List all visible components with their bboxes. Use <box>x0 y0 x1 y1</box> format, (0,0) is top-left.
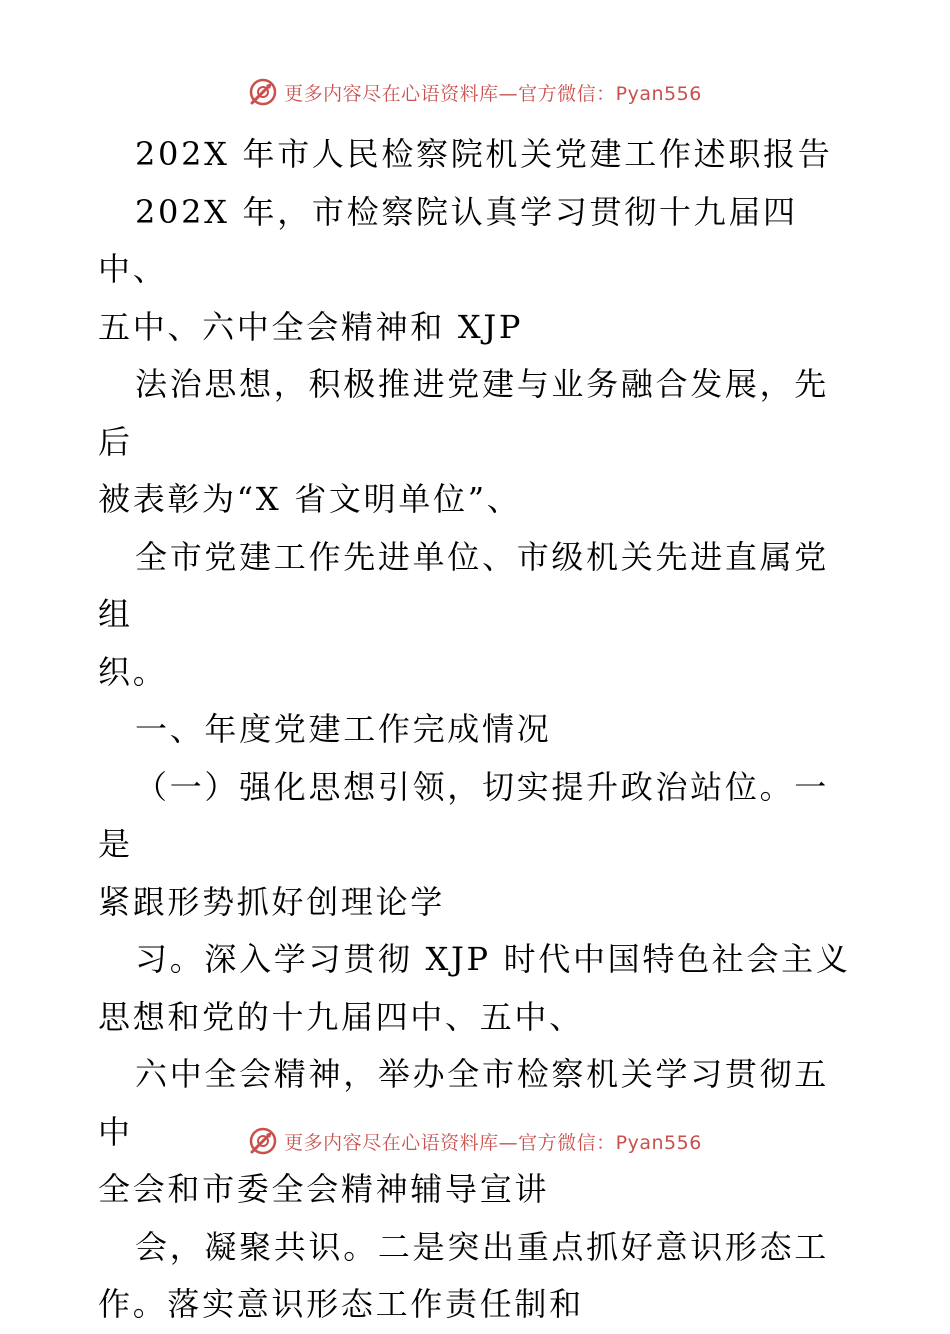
pen-logo-icon <box>248 1126 278 1156</box>
paragraph-line: 全会和市委全会精神辅导宣讲 <box>98 1170 550 1208</box>
paragraph-line: 紧跟形势抓好创理论学 <box>98 882 446 921</box>
paragraph-line: 会，凝聚共识。二是突出重点抓好意识形态工 <box>135 1227 830 1266</box>
paragraph-line: 织。 <box>98 652 168 691</box>
paragraph-line: 法治思想，积极推进党建与业务融合发展，先后 <box>98 365 830 461</box>
document-title: 202X 年市人民检察院机关党建工作述职报告 <box>135 135 833 173</box>
paragraph-line: 作。落实意识形态工作责任制和 <box>98 1285 584 1323</box>
paragraph-line: 思想和党的十九届四中、五中、 <box>98 997 584 1036</box>
pen-logo-icon <box>248 77 278 107</box>
paragraph-line: 全市党建工作先进单位、市级机关先进直属党组 <box>98 537 830 633</box>
paragraph-line: 习。深入学习贯彻 XJP 时代中国特色社会主义 <box>135 940 851 978</box>
paragraph-line: 202X 年，市检察院认真学习贯彻十九届四中、 <box>98 192 798 288</box>
section-heading: 一、年度党建工作完成情况 <box>135 710 552 748</box>
paragraph-line: 被表彰为“X 省文明单位”、 <box>98 480 522 518</box>
footer-watermark <box>0 1121 950 1161</box>
paragraph-line: （一）强化思想引领，切实提升政治站位。一是 <box>98 767 830 863</box>
paragraph-line: 六中全会精神，举办全市检察机关学习贯彻五中 <box>98 1055 830 1151</box>
paragraph-line: 五中、六中全会精神和 XJP <box>98 307 524 346</box>
watermark-text: 更多内容尽在心语资料库—官方微信：Pyan556 <box>284 1131 702 1154</box>
watermark-text: 更多内容尽在心语资料库—官方微信：Pyan556 <box>284 82 702 105</box>
header-watermark <box>0 72 950 112</box>
